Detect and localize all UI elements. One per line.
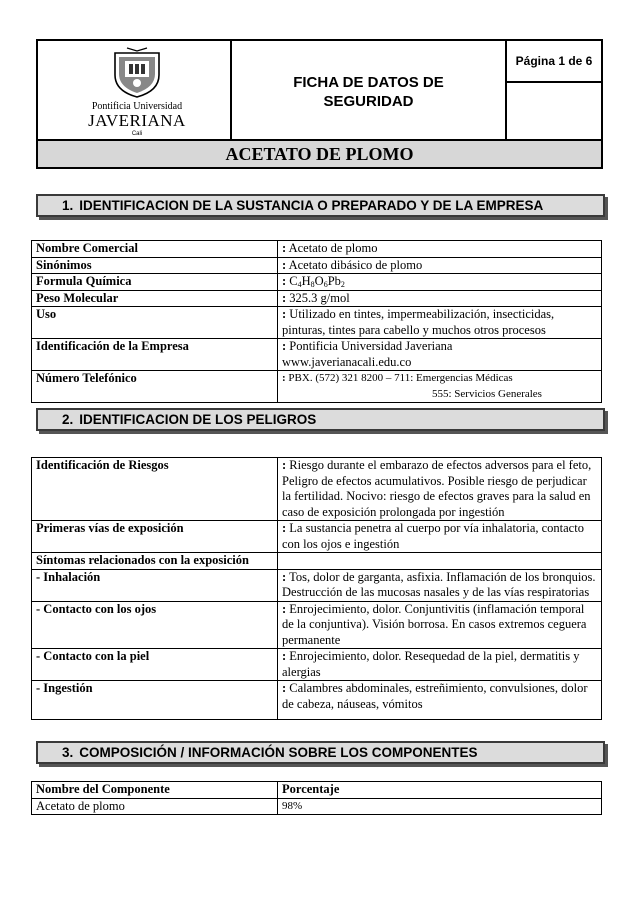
row-label: - Contacto con la piel [32,649,278,681]
formula-element: C [289,274,298,288]
row-value [278,521,602,553]
institution-name-line1: Pontificia Universidad [91,101,183,112]
row-value [278,601,602,649]
component-percentage: 98% [278,798,602,815]
colon: : [282,649,287,663]
colon: : [282,458,287,472]
row-label: Primeras vías de exposición [32,521,278,553]
colon: : [282,307,287,321]
section-number: 2. [62,412,74,427]
row-label: Identificación de la Empresa [32,339,278,371]
section-3-header [36,741,605,764]
colon: : [282,241,287,255]
hazards-table [31,457,602,720]
value-text: Pontificia Universidad Javeriana [289,339,453,353]
value-text: Enrojecimiento, dolor. Conjuntivitis (inflamación temporal de la conjuntiva). Visión borrosa. En casos extremos ceguera permanente [282,601,587,647]
table-row [32,649,602,681]
formula-subscript: 6 [323,280,328,289]
table-row [32,601,602,649]
section-number: 1. [62,198,74,213]
table-row [32,798,602,815]
value-text: La sustancia penetra al cuerpo por vía inhalatoria, contacto con los ojos e ingestión [282,521,584,551]
composition-table [31,781,602,815]
colon: : [282,521,287,535]
row-label: Nombre Comercial [32,241,278,258]
table-row [32,307,602,339]
row-label: Peso Molecular [32,290,278,307]
crest-icon [107,47,167,99]
value-text: Utilizado en tintes, impermeabilización, insecticidas, pinturas, tintes para cabello y muchos otros procesos [282,307,555,337]
value-text: Enrojecimiento, dolor. Resequedad de la piel, dermatitis y alergias [282,649,580,679]
row-value [278,371,602,403]
row-label: - Inhalación [32,569,278,601]
row-value [278,681,602,720]
row-value [278,241,602,258]
formula [289,274,345,288]
value-text: Acetato de plomo [288,241,378,255]
university-logo [72,47,202,137]
row-value [278,307,602,339]
formula-element: O [314,274,324,288]
table-row [32,371,602,403]
colon: : [282,274,287,288]
row-label: Uso [32,307,278,339]
row-value [278,339,602,371]
colon: : [282,290,287,305]
colon: : [282,681,287,695]
website-text: www.javerianacali.edu.co [282,354,412,369]
row-label: - Ingestión [32,681,278,720]
page-cell [507,41,601,139]
table-row [32,553,602,570]
column-header-percentage: Porcentaje [278,782,602,799]
table-header-row [32,782,602,799]
substance-title: ACETATO DE PLOMO [36,141,603,169]
row-value [278,257,602,274]
doc-type-title: FICHA DE DATOS DE SEGURIDAD [293,74,444,110]
table-row [32,290,602,307]
table-row [32,274,602,291]
colon: : [282,569,287,584]
formula-subscript: 4 [297,280,302,289]
table-row [32,681,602,720]
document-header [36,39,603,141]
value-text: Calambres abdominales, estreñimiento, convulsiones, dolor de cabeza, náuseas, vómitos [282,681,588,711]
row-value [278,290,602,307]
institution-name-line3: Cali [131,131,143,137]
formula-subscript: 8 [310,280,315,289]
colon: : [282,257,287,272]
doc-type-cell [232,41,507,139]
section-title: COMPOSICIÓN / INFORMACIÓN SOBRE LOS COMPONENTES [79,745,478,760]
table-row [32,339,602,371]
section-title: IDENTIFICACION DE LA SUSTANCIA O PREPARADO Y DE LA EMPRESA [79,198,544,213]
row-label: Formula Química [32,274,278,291]
row-value [278,569,602,601]
section-1-header [36,194,605,217]
colon: : [282,601,287,616]
column-header-component: Nombre del Componente [32,782,278,799]
formula-element: H [301,274,311,288]
phone-text: PBX. (572) 321 8200 – 711: Emergencias Médicas [288,372,513,384]
formula-subscript: 2 [340,280,345,289]
component-name: Acetato de plomo [32,798,278,815]
value-text: Tos, dolor de garganta, asfixia. Inflamación de los bronquios. Destrucción de las mucosas nasales y de las vías respiratorias [282,569,596,599]
table-row [32,458,602,521]
table-row [32,521,602,553]
row-label: Sinónimos [32,257,278,274]
row-label: - Contacto con los ojos [32,601,278,649]
colon: : [282,372,286,384]
table-row [32,241,602,258]
row-value [278,458,602,521]
identification-table [31,240,602,403]
formula-element: Pb [327,274,341,288]
row-value-empty [278,553,602,570]
logo-cell [38,41,232,139]
row-value [278,649,602,681]
row-value [278,274,602,291]
value-text: Acetato dibásico de plomo [288,257,423,272]
colon: : [282,339,287,353]
section-2-header [36,408,605,431]
section-number: 3. [62,745,74,760]
section-title: IDENTIFICACION DE LOS PELIGROS [79,412,317,427]
table-row [32,257,602,274]
table-row [32,569,602,601]
value-text: Riesgo durante el embarazo de efectos adversos para el feto, Peligro de efectos acumulativos. Posible riesgo de perjudicar la fertilidad. Nocivo: riesgo de efectos graves para la salud en caso de exposición prolongada por ingestión [282,458,592,519]
row-label: Identificación de Riesgos [32,458,278,521]
value-text: 325.3 g/mol [289,290,350,305]
row-label: Número Telefónico [32,371,278,403]
phone-text-secondary: 555: Servicios Generales [432,387,542,400]
page-number: Página 1 de 6 [507,41,601,83]
institution-name-line2: JAVERIANA [88,111,186,130]
row-label: Síntomas relacionados con la exposición [32,553,278,570]
